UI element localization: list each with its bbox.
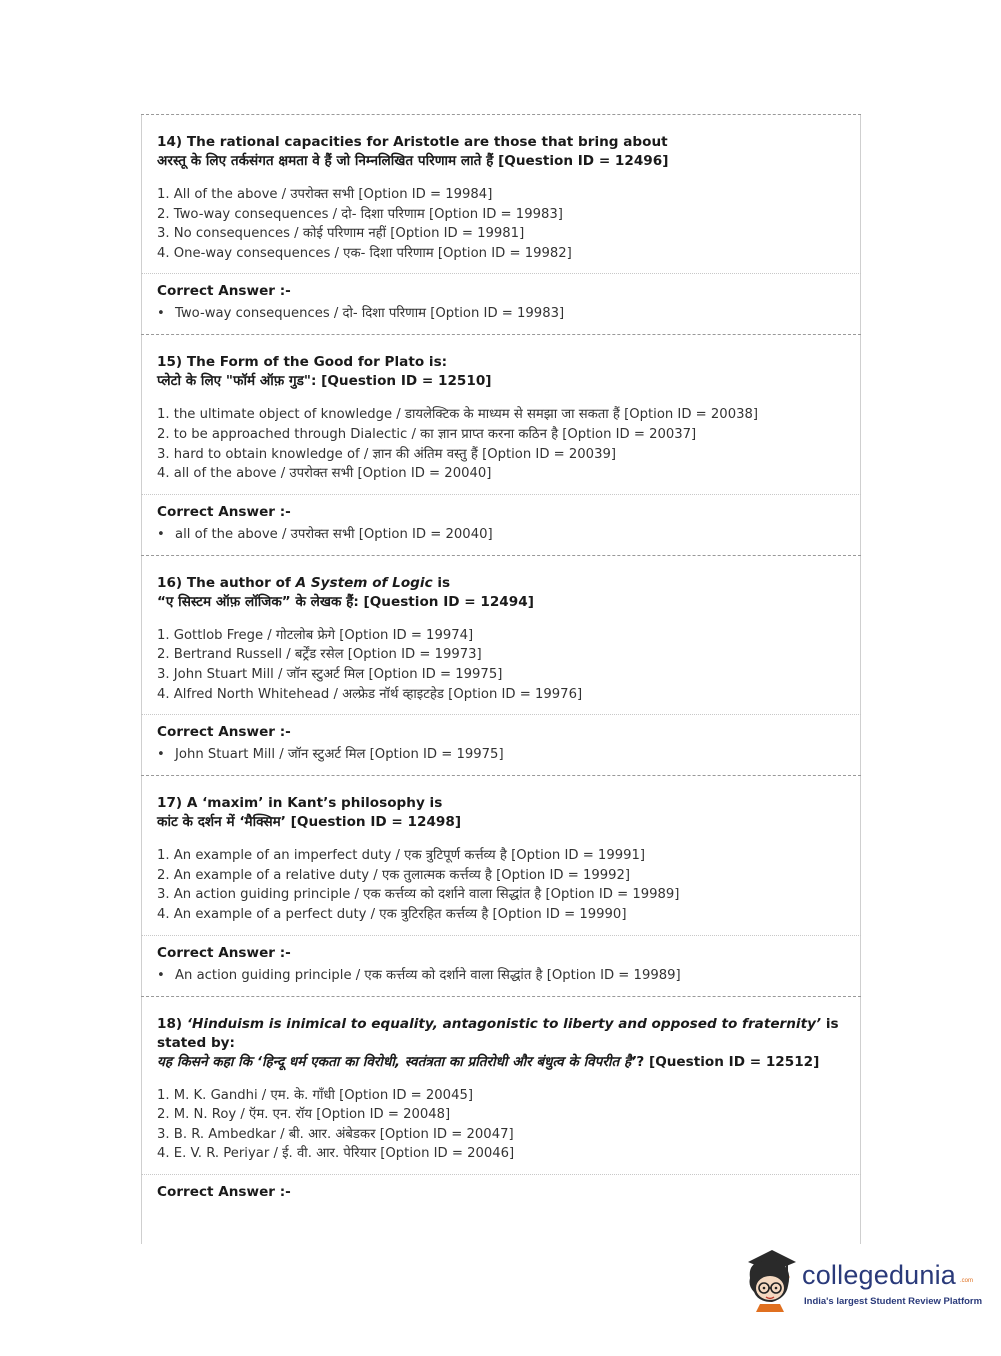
option-list (157, 1086, 845, 1164)
correct-answer-section (141, 1175, 861, 1211)
option-item: 4. all of the above / उपरोक्त सभी [Option ID = 20040] (157, 466, 492, 482)
question-text-en-end: is stated by: (157, 1015, 839, 1051)
option-item: 2. Bertrand Russell / बर्ट्रेंड रसेल [Option ID = 19973] (157, 647, 482, 663)
question-title (157, 353, 845, 372)
question-title (157, 1015, 845, 1053)
correct-answer-item (157, 304, 845, 324)
student-mascot-icon (742, 1248, 800, 1312)
question-text-en: The Form of the Good for Plato is: (186, 354, 448, 371)
question-text-hi (157, 1053, 845, 1072)
option-item: 1. the ultimate object of knowledge / डायलेक्टिक के माध्यम से समझा जा सकता हैं [Option ID = 20038] (157, 407, 759, 423)
option-item: 3. John Stuart Mill / जॉन स्टुअर्ट मिल [Option ID = 19975] (157, 666, 503, 682)
correct-answer-section (141, 715, 861, 775)
question-text-hi: “ए सिस्टम ऑफ़ लॉजिक” के लेखक हैं: [Question ID = 12494] (157, 593, 534, 610)
question-number: 18) (157, 1015, 183, 1032)
correct-answer-label: Correct Answer :- (157, 944, 291, 961)
correct-answer-label: Correct Answer :- (157, 503, 291, 520)
correct-answer-text: An action guiding principle / एक कर्त्तव्य को दर्शाने वाला सिद्धांत है [Option ID = 19989] (175, 967, 681, 983)
question-text-en: The rational capacities for Aristotle are those that bring about (186, 134, 668, 150)
option-item: 2. to be approached through Dialectic / का ज्ञान प्राप्त करना कठिन है [Option ID = 20037] (157, 426, 697, 442)
question-17 (141, 776, 861, 996)
option-item: 4. E. V. R. Periyar / ई. वी. आर. पेरियार [Option ID = 20046] (157, 1146, 515, 1162)
correct-answer-item (157, 745, 845, 765)
bullet-icon: • (157, 306, 165, 322)
logo-tagline: India's largest Student Review Platform (804, 1296, 983, 1307)
option-item: 2. M. N. Roy / ऍम. एन. रॉय [Option ID = 20048] (157, 1107, 451, 1123)
correct-answer-item (157, 525, 845, 545)
quotation-text-hi: यह किसने कहा कि ‘हिन्दू धर्म एकता का विरोधी, स्वतंत्रता का प्रतिरोधी और बंधुत्व के विपरीत है’ (157, 1053, 637, 1070)
option-list (157, 405, 845, 483)
option-item: 4. One-way consequences / एक- दिशा परिणाम [Option ID = 19982] (157, 245, 572, 261)
option-item: 2. An example of a relative duty / एक तुलात्मक कर्त्तव्य है [Option ID = 19992] (157, 867, 631, 883)
question-title (157, 794, 845, 813)
bullet-icon: • (157, 526, 165, 542)
logo-domain: .com (960, 1278, 974, 1284)
correct-answer-section (141, 274, 861, 334)
question-text-en: A ‘maxim’ in Kant’s philosophy is (186, 795, 443, 812)
correct-answer-item (157, 966, 845, 986)
question-15 (141, 335, 861, 555)
question-number: 15) (157, 354, 183, 371)
option-list (157, 185, 845, 263)
question-list (141, 114, 861, 1211)
correct-answer-label: Correct Answer :- (157, 724, 291, 741)
option-item: 4. Alfred North Whitehead / अल्फ्रेड नॉर्थ व्हाइटहेड [Option ID = 19976] (157, 686, 583, 702)
question-text-en: The author of (186, 574, 296, 591)
bullet-icon: • (157, 747, 165, 763)
option-item: 3. No consequences / कोई परिणाम नहीं [Option ID = 19981] (157, 226, 525, 242)
logo-wordmark: collegedunia (802, 1260, 957, 1290)
question-text-en-end: is (432, 574, 451, 591)
correct-answer-section (141, 495, 861, 555)
option-item: 2. Two-way consequences / दो- दिशा परिणाम [Option ID = 19983] (157, 206, 563, 222)
bullet-icon: • (157, 967, 165, 983)
question-number: 17) (157, 795, 183, 812)
question-18 (141, 997, 861, 1211)
question-id-text: ? [Question ID = 12512] (636, 1053, 820, 1070)
question-text-hi: अरस्तू के लिए तर्कसंगत क्षमता वे हैं जो निम्नलिखित परिणाम लाते हैं [Question ID = 12496] (157, 153, 669, 169)
correct-answer-label: Correct Answer :- (157, 283, 291, 300)
option-item: 1. All of the above / उपरोक्त सभी [Option ID = 19984] (157, 187, 493, 202)
book-title: A System of Logic (295, 574, 433, 591)
correct-answer-text: all of the above / उपरोक्त सभी [Option ID = 20040] (175, 526, 493, 542)
option-list (157, 846, 845, 924)
question-title (157, 574, 845, 593)
collegedunia-logo (742, 1248, 983, 1314)
option-list (157, 626, 845, 704)
option-item: 3. B. R. Ambedkar / बी. आर. अंबेडकर [Option ID = 20047] (157, 1126, 514, 1142)
correct-answer-text: John Stuart Mill / जॉन स्टुअर्ट मिल [Option ID = 19975] (175, 747, 504, 763)
correct-answer-label: Correct Answer :- (157, 1183, 291, 1200)
question-text-hi: प्लेटो के लिए "फॉर्म ऑफ़ गुड": [Question ID = 12510] (157, 373, 492, 390)
question-16 (141, 556, 861, 776)
question-title (157, 133, 845, 152)
option-item: 1. M. K. Gandhi / एम. के. गाँधी [Option ID = 20045] (157, 1087, 474, 1103)
option-item: 3. An action guiding principle / एक कर्त्तव्य को दर्शाने वाला सिद्धांत है [Option ID = 19989] (157, 887, 680, 903)
option-item: 1. Gottlob Frege / गोटलोब फ्रेगे [Option ID = 19974] (157, 627, 474, 643)
option-item: 3. hard to obtain knowledge of / ज्ञान की अंतिम वस्तु हैं [Option ID = 20039] (157, 446, 617, 462)
question-number: 14) (157, 134, 183, 150)
question-14 (141, 114, 861, 335)
question-number: 16) (157, 574, 183, 591)
option-item: 1. An example of an imperfect duty / एक त्रुटिपूर्ण कर्त्तव्य है [Option ID = 19991] (157, 848, 646, 864)
question-text-hi: कांट के दर्शन में ‘मैक्सिम’ [Question ID = 12498] (157, 814, 462, 831)
correct-answer-text: Two-way consequences / दो- दिशा परिणाम [Option ID = 19983] (175, 306, 565, 322)
correct-answer-section (141, 936, 861, 996)
quotation-text: ‘Hinduism is inimical to equality, antagonistic to liberty and opposed to fraternity’ (186, 1015, 822, 1032)
option-item: 4. An example of a perfect duty / एक त्रुटिरहित कर्त्तव्य है [Option ID = 19990] (157, 906, 627, 922)
